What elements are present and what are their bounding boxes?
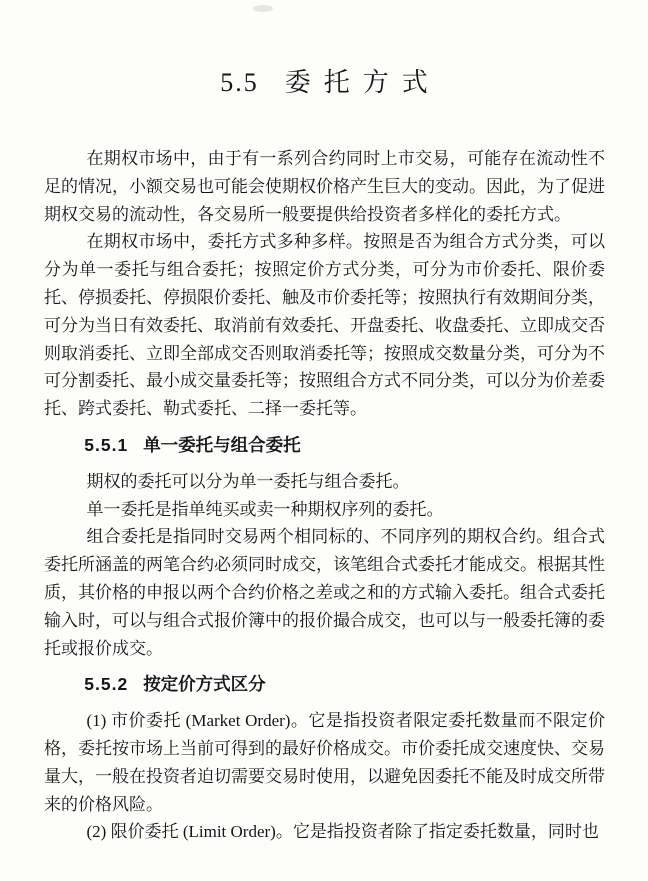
paragraph: 组合委托是指同时交易两个相同标的、不同序列的期权合约。组合式委托所涵盖的两笔合约必须同时成交，该笔组合式委托才能成交。根据其性质，其价格的申报以两个合约价格之差或之和的方式输入委托。组合式委托输入时，可以与组合式报价簿中的报价撮合成交，也可以与一般委托簿的委托或报价成交。 (44, 527, 605, 658)
section-heading-text: 按定价方式区分 (143, 674, 266, 695)
paragraph: 单一委托是指单纯买或卖一种期权序列的委托。 (86, 499, 444, 519)
paragraph: (2) 限价委托 (Limit Order)。它是指投资者除了指定委托数量，同时也 (86, 822, 599, 842)
section-heading-text: 单一委托与组合委托 (143, 434, 301, 455)
section-heading-number: 5.5.1 (84, 434, 129, 455)
section-number-main: 5.5 (220, 68, 259, 97)
paragraph: (1) 市价委托 (Market Order)。它是指投资者限定委托数量而不限定价格，委托按市场上当前可得到的最好价格成交。市价委托成交速度快、交易量大，一般在投资者迫切需要交易时使用，以避免因委托不能及时成交所带来的价格风险。 (44, 711, 605, 814)
page-title-text: 委托方式 (284, 68, 441, 97)
document-body (44, 145, 605, 846)
scan-smudge (253, 5, 273, 12)
section-heading (44, 432, 605, 460)
section-heading-number: 5.5.2 (84, 674, 129, 695)
paragraph: 在期权市场中，委托方式多种多样。按照是否为组合方式分类，可以分为单一委托与组合委托；按照定价方式分类，可分为市价委托、限价委托、停损委托、停损限价委托、触及市价委托等；按照执行有效期间分类，可分为当日有效委托、取消前有效委托、开盘委托、收盘委托、立即成交否则取消委托、立即全部成交否则取消委托等；按照成交数量分类，可分为不可分割委托、最小成交量委托等；按照组合方式不同分类，可以分为价差委托、跨式委托、勒式委托、二择一委托等。 (44, 232, 605, 419)
paragraph: 在期权市场中，由于有一系列合约同时上市交易，可能存在流动性不足的情况，小额交易也可能会使期权价格产生巨大的变动。因此，为了促进期权交易的流动性，各交易所一般要提供给投资者多样化的委托方式。 (44, 149, 605, 224)
section-heading (44, 671, 605, 699)
paragraph: 期权的委托可以分为单一委托与组合委托。 (86, 471, 410, 491)
page-title (0, 62, 648, 99)
